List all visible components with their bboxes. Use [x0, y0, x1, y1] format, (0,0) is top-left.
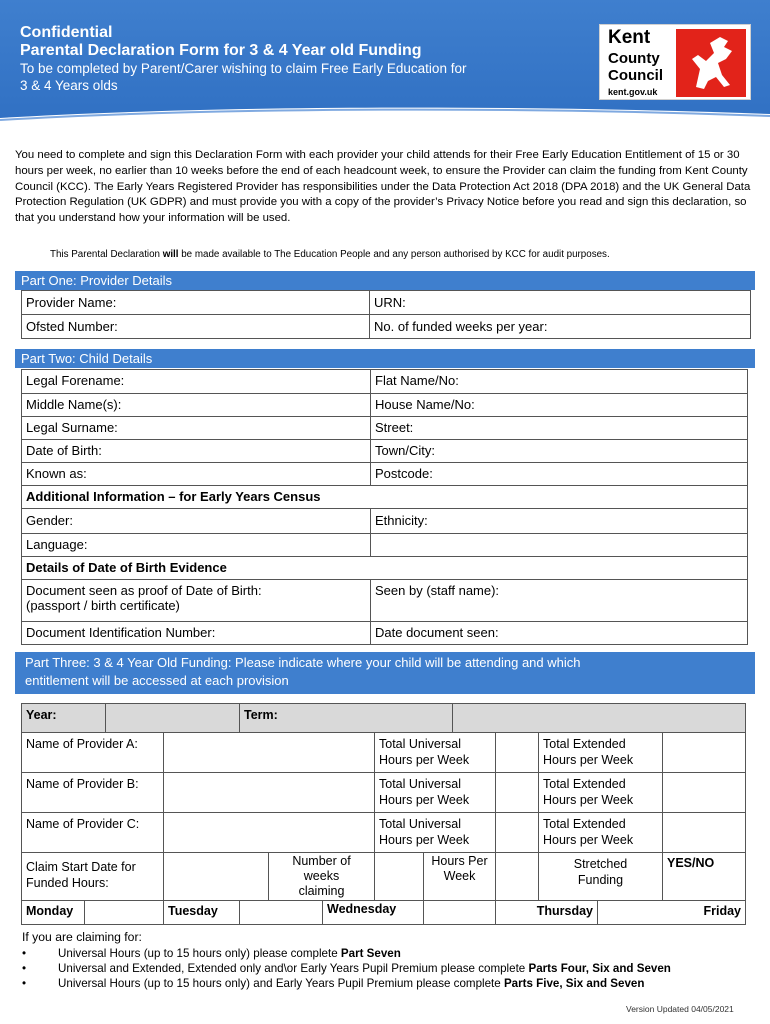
- claiming-instructions: [22, 930, 762, 991]
- claiming-intro: If you are claiming for:: [22, 930, 142, 944]
- provider-a-input[interactable]: [164, 733, 375, 773]
- provider-a-universal-input[interactable]: [496, 733, 539, 773]
- hours-per-week-input[interactable]: [496, 853, 539, 901]
- gender-field[interactable]: [22, 509, 371, 534]
- day-monday-label: Monday: [22, 901, 85, 925]
- legal-surname-label: Legal Surname:: [26, 420, 118, 435]
- provider-name-field[interactable]: [22, 291, 370, 315]
- hours-per-week-line1: Hours Per: [431, 854, 488, 868]
- document-seen-hint: (passport / birth certificate): [26, 598, 180, 613]
- provider-b-input[interactable]: [164, 773, 375, 813]
- ofsted-number-label: Ofsted Number:: [26, 319, 118, 334]
- stretched-funding-line1: Stretched: [573, 857, 628, 871]
- town-city-field[interactable]: [371, 440, 748, 463]
- provider-a-label: Name of Provider A:: [22, 733, 164, 773]
- bullet-icon: •: [22, 947, 27, 960]
- day-wednesday-input[interactable]: [424, 901, 496, 925]
- date-document-seen-label: Date document seen:: [375, 625, 499, 640]
- list-item: [22, 946, 762, 961]
- claiming-item-part: Parts Five, Six and Seven: [503, 977, 645, 990]
- date-document-seen-field[interactable]: [371, 622, 748, 645]
- claiming-item-text: Universal and Extended, Extended only and\or Early Years Pupil Premium please complete: [58, 962, 529, 975]
- term-label: Term:: [240, 704, 453, 733]
- known-as-field[interactable]: [22, 463, 371, 486]
- claim-start-label-line2: Funded Hours:: [26, 876, 109, 890]
- universal-label-line2: Hours per Week: [379, 793, 470, 807]
- number-of-weeks-input[interactable]: [375, 853, 424, 901]
- provider-b-label: Name of Provider B:: [22, 773, 164, 813]
- number-of-weeks-line1: Number of: [292, 854, 351, 868]
- claim-start-label-line1: Claim Start Date for: [26, 860, 136, 874]
- part-three-heading-line1: Part Three: 3 & 4 Year Old Funding: Please indicate where your child will be attending and which: [25, 655, 581, 670]
- flat-name-field[interactable]: [371, 370, 748, 394]
- town-city-label: Town/City:: [375, 443, 435, 458]
- form-subtitle-line1: To be completed by Parent/Carer wishing to claim Free Early Education for: [20, 61, 467, 76]
- logo-url: kent.gov.uk: [608, 87, 658, 97]
- urn-field[interactable]: [370, 291, 751, 315]
- ethnicity-field[interactable]: [371, 509, 748, 534]
- version-footer: Version Updated 04/05/2021: [626, 1004, 734, 1014]
- day-tuesday-input[interactable]: [240, 901, 323, 925]
- known-as-label: Known as:: [26, 466, 87, 481]
- logo-text-council: Council: [608, 67, 663, 84]
- legal-surname-field[interactable]: [22, 417, 371, 440]
- term-input[interactable]: [453, 704, 746, 733]
- part-three-heading: [15, 652, 755, 694]
- provider-details-table: [21, 290, 751, 339]
- provider-b-extended-label: [539, 773, 663, 813]
- funding-table: [21, 703, 746, 925]
- provider-a-extended-input[interactable]: [663, 733, 746, 773]
- stretched-funding-line2: Funding: [577, 873, 624, 887]
- legal-forename-field[interactable]: [22, 370, 371, 394]
- claim-start-label: [22, 853, 164, 901]
- provider-b-universal-input[interactable]: [496, 773, 539, 813]
- form-subtitle-line2: 3 & 4 Years olds: [20, 78, 118, 93]
- audit-note-pre: This Parental Declaration: [50, 249, 163, 260]
- universal-label-line2: Hours per Week: [379, 753, 470, 767]
- intro-paragraph: You need to complete and sign this Declaration Form with each provider your child attends for their Free Early Education Entitlement of 15 or 30 hours per week, no earlier than 10 weeks before the end of each headcount week, to ensure the Provider can claim the funding from Kent County Council (KCC). The Early Years Registered Provider has responsibilities under the Data Protection Act 2018 (DPA 2018) and the UK General Data Protection Regulation (UK GDPR) and must provide you with a copy of the provider’s Privacy Notice before you read and sign this declaration, so that you understand how your information will be used.: [15, 149, 751, 225]
- claiming-item-part: Parts Four, Six and Seven: [528, 962, 671, 975]
- part-three-heading-line2: entitlement will be accessed at each provision: [25, 673, 289, 688]
- street-label: Street:: [375, 420, 414, 435]
- document-id-label: Document Identification Number:: [26, 625, 216, 640]
- provider-a-universal-label: [375, 733, 496, 773]
- universal-label-line1: Total Universal: [379, 777, 461, 791]
- document-seen-label: Document seen as proof of Date of Birth:: [26, 583, 262, 598]
- extended-label-line1: Total Extended: [543, 817, 626, 831]
- stretched-funding-label: [539, 853, 663, 901]
- provider-c-label: Name of Provider C:: [22, 813, 164, 853]
- number-of-weeks-label: [269, 853, 375, 901]
- logo-text-county: County: [608, 50, 660, 67]
- provider-c-universal-input[interactable]: [496, 813, 539, 853]
- part-one-heading: Part One: Provider Details: [15, 271, 755, 290]
- extended-label-line2: Hours per Week: [543, 793, 634, 807]
- hours-per-week-line2: Week: [443, 869, 476, 883]
- day-wednesday-label: Wednesday: [323, 901, 424, 925]
- white-horse-icon: [676, 29, 746, 97]
- provider-b-universal-label: [375, 773, 496, 813]
- funded-weeks-field[interactable]: [370, 315, 751, 339]
- seen-by-field[interactable]: [371, 580, 748, 622]
- year-label: Year:: [22, 704, 106, 733]
- extended-label-line1: Total Extended: [543, 737, 626, 751]
- claiming-item-text: Universal Hours (up to 15 hours only) and Early Years Pupil Premium please complete: [58, 977, 504, 990]
- extended-label-line2: Hours per Week: [543, 833, 634, 847]
- provider-a-extended-label: [539, 733, 663, 773]
- middle-name-field[interactable]: [22, 394, 371, 417]
- logo-text-kent: Kent: [608, 27, 651, 48]
- house-name-field[interactable]: [371, 394, 748, 417]
- provider-b-extended-input[interactable]: [663, 773, 746, 813]
- extended-label-line1: Total Extended: [543, 777, 626, 791]
- house-name-label: House Name/No:: [375, 397, 475, 412]
- day-monday-input[interactable]: [85, 901, 164, 925]
- confidential-label: Confidential: [20, 24, 113, 41]
- bullet-icon: •: [22, 977, 27, 990]
- funded-weeks-label: No. of funded weeks per year:: [374, 319, 548, 334]
- year-input[interactable]: [106, 704, 240, 733]
- bullet-icon: •: [22, 962, 27, 975]
- seen-by-label: Seen by (staff name):: [375, 583, 500, 598]
- hours-per-week-label: [424, 853, 496, 901]
- list-item: [22, 976, 762, 991]
- document-id-field[interactable]: [22, 622, 371, 645]
- language-field[interactable]: [22, 534, 371, 557]
- banner-wave: [0, 104, 770, 134]
- postcode-field[interactable]: [371, 463, 748, 486]
- claiming-item-text: Universal Hours (up to 15 hours only) please complete: [58, 947, 341, 960]
- provider-name-label: Provider Name:: [26, 295, 117, 310]
- additional-info-heading: Additional Information – for Early Years Census: [22, 486, 748, 509]
- dob-evidence-heading: Details of Date of Birth Evidence: [22, 557, 748, 580]
- street-field[interactable]: [371, 417, 748, 440]
- date-of-birth-field[interactable]: [22, 440, 371, 463]
- audit-note-post: be made available to The Education People and any person authorised by KCC for audit purposes.: [178, 249, 610, 260]
- ofsted-number-field[interactable]: [22, 315, 370, 339]
- provider-c-universal-label: [375, 813, 496, 853]
- language-label: Language:: [26, 537, 88, 552]
- provider-c-input[interactable]: [164, 813, 375, 853]
- part-two-heading: Part Two: Child Details: [15, 349, 755, 368]
- gender-label: Gender:: [26, 513, 73, 528]
- day-thursday-label: Thursday: [496, 901, 598, 925]
- audit-note-bold: will: [162, 249, 179, 260]
- audit-note: [50, 249, 610, 260]
- child-details-table: [21, 369, 748, 645]
- claiming-item-part: Part Seven: [340, 947, 401, 960]
- extended-label-line2: Hours per Week: [543, 753, 634, 767]
- date-of-birth-label: Date of Birth:: [26, 443, 102, 458]
- number-of-weeks-line2: weeks: [303, 869, 340, 883]
- provider-c-extended-label: [539, 813, 663, 853]
- day-friday-label: Friday: [598, 901, 746, 925]
- day-tuesday-label: Tuesday: [164, 901, 240, 925]
- list-item: [22, 961, 762, 976]
- postcode-label: Postcode:: [375, 466, 433, 481]
- universal-label-line1: Total Universal: [379, 817, 461, 831]
- number-of-weeks-line3: claiming: [298, 884, 345, 898]
- claim-start-input[interactable]: [164, 853, 269, 901]
- urn-label: URN:: [374, 295, 406, 310]
- kent-county-council-logo: [599, 24, 751, 100]
- flat-name-label: Flat Name/No:: [375, 373, 459, 388]
- form-title: Parental Declaration Form for 3 & 4 Year old Funding: [20, 42, 422, 59]
- universal-label-line2: Hours per Week: [379, 833, 470, 847]
- universal-label-line1: Total Universal: [379, 737, 461, 751]
- ethnicity-label: Ethnicity:: [375, 513, 428, 528]
- language-empty-cell: [371, 534, 748, 557]
- middle-name-label: Middle Name(s):: [26, 397, 122, 412]
- provider-c-extended-input[interactable]: [663, 813, 746, 853]
- document-seen-field[interactable]: [22, 580, 371, 622]
- legal-forename-label: Legal Forename:: [26, 373, 125, 388]
- stretched-funding-yes-no[interactable]: YES/NO: [663, 853, 746, 901]
